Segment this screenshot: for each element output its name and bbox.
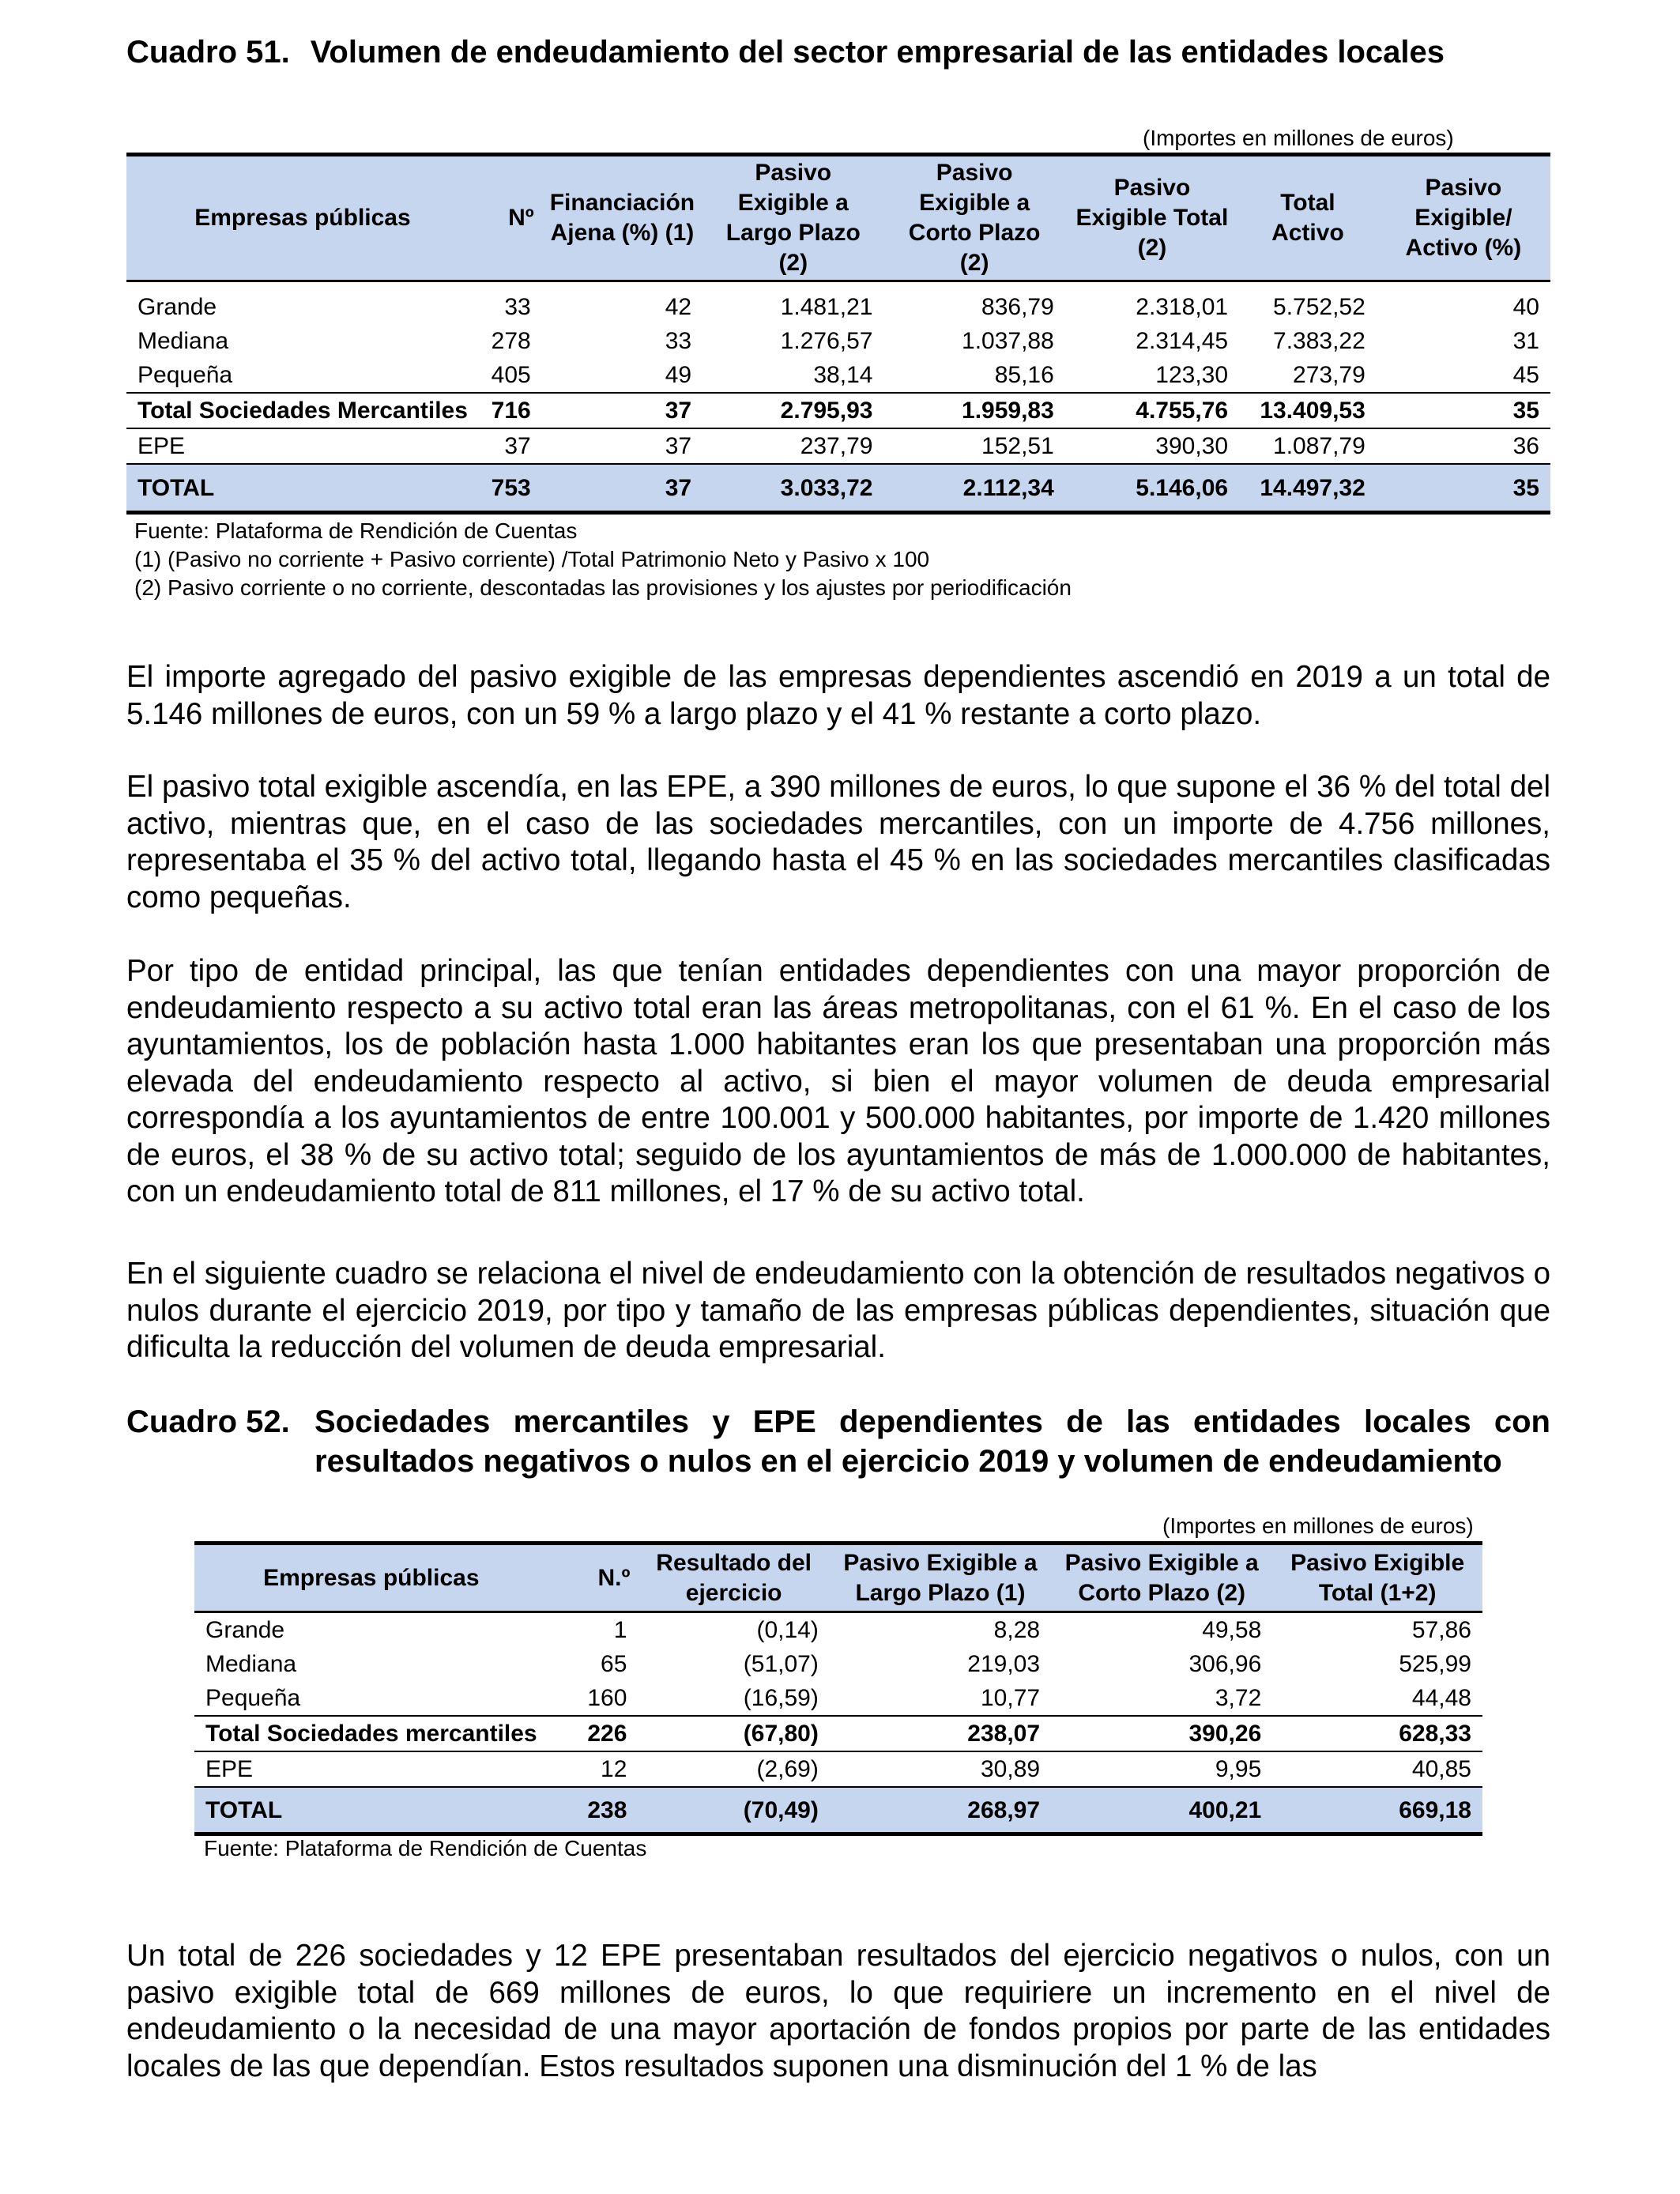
table-cell: 9,95 xyxy=(1051,1751,1272,1787)
table-cell: 669,18 xyxy=(1272,1787,1482,1834)
table-cell: 628,33 xyxy=(1272,1716,1482,1751)
table-cell: 33 xyxy=(504,294,531,320)
table-row xyxy=(194,1612,1482,1648)
cuadro-52-table xyxy=(194,1541,1482,1836)
table-cell: 85,16 xyxy=(883,358,1064,393)
cuadro-51-table xyxy=(126,153,1550,515)
table-cell: 44,48 xyxy=(1272,1681,1482,1716)
source-note: Fuente: Plataforma de Rendición de Cuentas xyxy=(134,518,578,543)
table-row xyxy=(126,358,1550,393)
table-cell: 8,28 xyxy=(993,1617,1041,1643)
paragraph-1: El importe agregado del pasivo exigible de las empresas dependientes ascendió en 2019 a un total de 5.146 millones de euros, con un 59 % a largo plazo y el 41 % restante a corto plazo. xyxy=(126,660,1550,731)
table-cell: 7.383,22 xyxy=(1273,328,1365,354)
cuadro-51-units: (Importes en millones de euros) xyxy=(1143,126,1454,150)
table-cell: 273,79 xyxy=(1239,358,1377,393)
table-row-total xyxy=(126,464,1550,513)
table-cell: 49 xyxy=(542,358,703,393)
table-cell: (51,07) xyxy=(743,1651,819,1677)
table-cell: 5.752,52 xyxy=(1273,294,1365,320)
table-cell: 238 xyxy=(548,1787,638,1834)
table-cell: 3.033,72 xyxy=(703,464,883,513)
table-cell: 4.755,76 xyxy=(1065,393,1239,428)
table-cell: 836,79 xyxy=(981,294,1054,320)
table-cell: 237,79 xyxy=(703,428,883,464)
table-cell: 390,30 xyxy=(1065,428,1239,464)
table-cell: 152,51 xyxy=(883,428,1064,464)
cuadro-52-title xyxy=(126,1402,1550,1481)
table-cell: Pequeña xyxy=(194,1681,548,1716)
column-header: Financiación Ajena (%) (1) xyxy=(542,155,703,281)
cuadro-51-title xyxy=(126,32,1549,73)
table-cell: TOTAL xyxy=(126,464,479,513)
table-cell: Mediana xyxy=(137,328,229,354)
table-cell: 2.318,01 xyxy=(1136,294,1229,320)
table-cell: Total Sociedades Mercantiles xyxy=(126,393,479,428)
table-cell: (16,59) xyxy=(638,1681,829,1716)
table-cell: 390,26 xyxy=(1051,1716,1272,1751)
table-cell: EPE xyxy=(126,428,479,464)
column-header: Empresas públicas xyxy=(194,1544,548,1612)
column-header: N.º xyxy=(548,1544,638,1612)
table-row xyxy=(194,1681,1482,1716)
table-cell: 30,89 xyxy=(830,1751,1051,1787)
table-cell: 31 xyxy=(1512,328,1539,354)
footnote-2: (2) Pasivo corriente o no corriente, descontadas las provisiones y los ajustes por periodificación xyxy=(134,575,1072,600)
table-cell: 1.087,79 xyxy=(1239,428,1377,464)
table-cell: 1.037,88 xyxy=(962,328,1054,354)
table-row xyxy=(194,1647,1482,1681)
table-cell: EPE xyxy=(194,1751,548,1787)
table-cell: 716 xyxy=(479,393,542,428)
cuadro-52-caption: Sociedades mercantiles y EPE dependientes de las entidades locales con resultados negativos o nulos en el ejercicio 2019 y volumen de endeudamiento xyxy=(315,1404,1550,1479)
table-cell: 42 xyxy=(665,294,692,320)
table-cell: 238,07 xyxy=(830,1716,1051,1751)
footnote-1: (1) (Pasivo no corriente + Pasivo corriente) /Total Patrimonio Neto y Pasivo x 100 xyxy=(134,547,930,571)
table-cell: 10,77 xyxy=(830,1681,1051,1716)
column-header: Pasivo Exigible a Largo Plazo (1) xyxy=(830,1544,1051,1612)
cuadro-51-notes xyxy=(134,517,1072,602)
table-row-subtotal xyxy=(194,1716,1482,1751)
table-cell: 160 xyxy=(548,1681,638,1716)
table-cell: 45 xyxy=(1377,358,1550,393)
table-cell: 14.497,32 xyxy=(1239,464,1377,513)
table-cell: 5.146,06 xyxy=(1065,464,1239,513)
table-cell: Grande xyxy=(137,294,217,320)
column-header: Pasivo Exigible a Corto Plazo (2) xyxy=(1051,1544,1272,1612)
table-cell: (0,14) xyxy=(756,1617,819,1643)
table-cell: 278 xyxy=(491,328,531,354)
paragraph-3: Por tipo de entidad principal, las que tenían entidades dependientes con una mayor proporción de endeudamiento respecto a su activo total eran las áreas metropolitanas, con el 61 %. En el caso de los ayuntamientos, los de población hasta 1.000 habitantes eran los que presentaban una proporción más elevada del endeudamiento respecto al activo, si bien el mayor volumen de deuda empresarial correspondía a los ayuntamientos de entre 100.001 y 500.000 habitantes, por importe de 1.420 millones de euros, el 38 % de su activo total; seguido de los ayuntamientos de más de 1.000.000 de habitantes, con un endeudamiento total de 811 millones, el 17 % de su activo total. xyxy=(126,954,1550,1208)
cuadro-52-number: Cuadro 52. xyxy=(126,1404,290,1439)
table-header-row xyxy=(194,1544,1482,1612)
table-cell: 1 xyxy=(613,1617,627,1643)
column-header: Nº xyxy=(479,155,542,281)
table-cell: 123,30 xyxy=(1065,358,1239,393)
table-cell: 2.795,93 xyxy=(703,393,883,428)
table-cell: 35 xyxy=(1377,464,1550,513)
column-header: Pasivo Exigible/ Activo (%) xyxy=(1377,155,1550,281)
table-row xyxy=(194,1751,1482,1787)
table-cell: 525,99 xyxy=(1399,1651,1471,1677)
table-cell: 1.276,57 xyxy=(780,328,873,354)
table-cell: 36 xyxy=(1377,428,1550,464)
table-cell: TOTAL xyxy=(194,1787,548,1834)
cuadro-52-notes xyxy=(204,1834,646,1863)
table-cell: 35 xyxy=(1377,393,1550,428)
paragraph-2: El pasivo total exigible ascendía, en las EPE, a 390 millones de euros, lo que supone el 36 % del total del activo, mientras que, en el caso de las sociedades mercantiles, con un importe de 4.756 millones, representaba el 35 % del activo total, llegando hasta el 45 % en las sociedades mercantiles clasificadas como pequeñas. xyxy=(126,770,1550,914)
table-cell: Pequeña xyxy=(126,358,479,393)
table-cell: 1.481,21 xyxy=(780,294,873,320)
table-cell: 306,96 xyxy=(1188,1651,1262,1677)
column-header: Pasivo Exigible Total (2) xyxy=(1065,155,1239,281)
source-note: Fuente: Plataforma de Rendición de Cuentas xyxy=(204,1836,647,1860)
table-row xyxy=(126,428,1550,464)
column-header: Pasivo Exigible Total (1+2) xyxy=(1272,1544,1482,1612)
table-cell: 405 xyxy=(479,358,542,393)
table-cell: 2.112,34 xyxy=(883,464,1064,513)
table-cell: 49,58 xyxy=(1202,1617,1262,1643)
paragraph-4: En el siguiente cuadro se relaciona el nivel de endeudamiento con la obtención de resultados negativos o nulos durante el ejercicio 2019, por tipo y tamaño de las empresas públicas dependientes, situación que dificulta la reducción del volumen de deuda empresarial. xyxy=(126,1257,1550,1364)
table-cell: 219,03 xyxy=(967,1651,1041,1677)
table-cell: 12 xyxy=(548,1751,638,1787)
column-header: Resultado del ejercicio xyxy=(638,1544,829,1612)
table-header-row xyxy=(126,155,1550,281)
column-header: Empresas públicas xyxy=(126,155,479,281)
cuadro-51-number: Cuadro 51. xyxy=(126,35,290,70)
cuadro-51-caption: Volumen de endeudamiento del sector empresarial de las entidades locales xyxy=(310,35,1445,70)
paragraph-5: Un total de 226 sociedades y 12 EPE presentaban resultados del ejercicio negativos o nulos, con un pasivo exigible total de 669 millones de euros, lo que requiriere un incremento en el nivel de endeudamiento o la necesidad de una mayor aportación de fondos propios por parte de las entidades locales de las que dependían. Estos resultados suponen una disminución del 1 % de las xyxy=(126,1939,1550,2083)
table-cell: 3,72 xyxy=(1051,1681,1272,1716)
table-cell: 226 xyxy=(548,1716,638,1751)
table-row-subtotal xyxy=(126,393,1550,428)
table-cell: Total Sociedades mercantiles xyxy=(194,1716,548,1751)
table-row-total xyxy=(194,1787,1482,1834)
column-header: Pasivo Exigible a Corto Plazo (2) xyxy=(883,155,1064,281)
table-cell: Mediana xyxy=(205,1651,297,1677)
table-cell: 65 xyxy=(601,1651,627,1677)
table-cell: 33 xyxy=(665,328,692,354)
table-cell: 400,21 xyxy=(1051,1787,1272,1834)
table-cell: 37 xyxy=(479,428,542,464)
column-header: Total Activo xyxy=(1239,155,1377,281)
table-cell: 753 xyxy=(479,464,542,513)
table-cell: 37 xyxy=(542,393,703,428)
column-header: Pasivo Exigible a Largo Plazo (2) xyxy=(703,155,883,281)
table-row xyxy=(126,281,1550,325)
table-cell: 2.314,45 xyxy=(1136,328,1229,354)
table-row xyxy=(126,324,1550,358)
table-cell: (67,80) xyxy=(638,1716,829,1751)
table-cell: 57,86 xyxy=(1411,1617,1471,1643)
table-cell: 40,85 xyxy=(1272,1751,1482,1787)
table-cell: 13.409,53 xyxy=(1239,393,1377,428)
table-cell: (70,49) xyxy=(638,1787,829,1834)
table-cell: 37 xyxy=(542,428,703,464)
table-cell: (2,69) xyxy=(638,1751,829,1787)
table-cell: 1.959,83 xyxy=(883,393,1064,428)
table-cell: 38,14 xyxy=(703,358,883,393)
table-cell: 37 xyxy=(542,464,703,513)
cuadro-52-units: (Importes en millones de euros) xyxy=(1162,1514,1474,1538)
table-cell: Grande xyxy=(205,1617,285,1643)
table-cell: 268,97 xyxy=(830,1787,1051,1834)
table-cell: 40 xyxy=(1512,294,1539,320)
